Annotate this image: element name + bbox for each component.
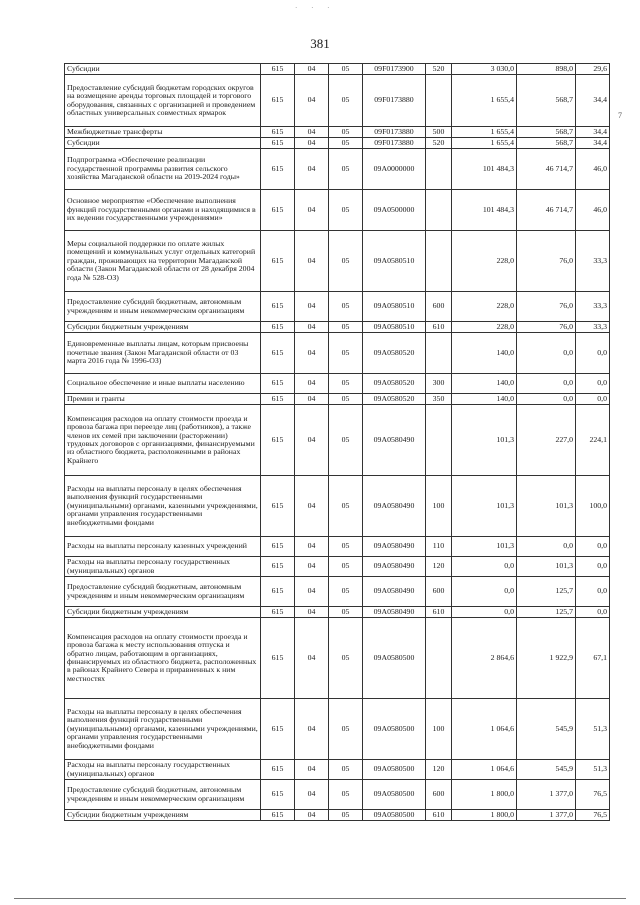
expense-type-cell: 500 — [426, 127, 452, 138]
section-code-cell: 04 — [295, 190, 329, 231]
ministry-code-cell: 615 — [261, 476, 295, 537]
article-code-cell: 09А0580520 — [363, 394, 426, 405]
row-name-cell: Компенсация расходов на оплату стоимости проезда и провоза багажа при переезде лиц (работников), а также членов их семей при заключении (расторжении) трудовых договоров с организациями, финансируемыми из областного бюджета, расположенными в районах Крайнего — [65, 405, 261, 476]
subsection-code-cell: 05 — [329, 75, 363, 127]
ministry-code-cell: 615 — [261, 699, 295, 760]
subsection-code-cell: 05 — [329, 127, 363, 138]
percent-cell: 0,0 — [576, 333, 610, 374]
percent-cell: 33,3 — [576, 322, 610, 333]
subsection-code-cell: 05 — [329, 322, 363, 333]
ministry-code-cell: 615 — [261, 780, 295, 810]
percent-cell: 76,5 — [576, 810, 610, 821]
expense-type-cell: 600 — [426, 292, 452, 322]
subsection-code-cell: 05 — [329, 374, 363, 394]
ministry-code-cell: 615 — [261, 64, 295, 75]
percent-cell: 51,3 — [576, 760, 610, 780]
percent-cell: 0,0 — [576, 607, 610, 618]
expense-type-cell: 600 — [426, 577, 452, 607]
fact-amount-cell: 1 377,0 — [517, 780, 576, 810]
fact-amount-cell: 545,9 — [517, 699, 576, 760]
row-name-cell: Расходы на выплаты персоналу государственных (муниципальных) органов — [65, 760, 261, 780]
plan-amount-cell: 0,0 — [452, 557, 517, 577]
article-code-cell: 09А0580500 — [363, 699, 426, 760]
table-row — [65, 810, 610, 821]
fact-amount-cell: 0,0 — [517, 537, 576, 557]
budget-table — [64, 63, 610, 821]
expense-type-cell: 600 — [426, 780, 452, 810]
section-code-cell: 04 — [295, 322, 329, 333]
percent-cell: 34,4 — [576, 127, 610, 138]
row-name-cell: Расходы на выплаты персоналу государственных (муниципальных) органов — [65, 557, 261, 577]
article-code-cell: 09А0580520 — [363, 333, 426, 374]
page-number: 381 — [310, 36, 330, 51]
row-name-cell: Расходы на выплаты персоналу в целях обеспечения выполнения функций государственными (муниципальными) органами, казенными учреждениями, органами управления государственными внебюджетными фондами — [65, 476, 261, 537]
table-row — [65, 374, 610, 394]
fact-amount-cell: 568,7 — [517, 127, 576, 138]
subsection-code-cell: 05 — [329, 138, 363, 149]
fact-amount-cell: 101,3 — [517, 476, 576, 537]
article-code-cell: 09А0000000 — [363, 149, 426, 190]
section-code-cell: 04 — [295, 231, 329, 292]
plan-amount-cell: 1 800,0 — [452, 780, 517, 810]
table-row — [65, 127, 610, 138]
subsection-code-cell: 05 — [329, 577, 363, 607]
percent-cell: 33,3 — [576, 292, 610, 322]
ministry-code-cell: 615 — [261, 607, 295, 618]
table-row — [65, 405, 610, 476]
row-name-cell: Субсидии бюджетным учреждениям — [65, 322, 261, 333]
fact-amount-cell: 545,9 — [517, 760, 576, 780]
expense-type-cell: 350 — [426, 394, 452, 405]
plan-amount-cell: 101,3 — [452, 476, 517, 537]
percent-cell: 34,4 — [576, 75, 610, 127]
ministry-code-cell: 615 — [261, 810, 295, 821]
table-row — [65, 64, 610, 75]
section-code-cell: 04 — [295, 780, 329, 810]
subsection-code-cell: 05 — [329, 190, 363, 231]
plan-amount-cell: 228,0 — [452, 292, 517, 322]
section-code-cell: 04 — [295, 607, 329, 618]
budget-table-container — [64, 63, 609, 821]
fact-amount-cell: 898,0 — [517, 64, 576, 75]
expense-type-cell: 610 — [426, 607, 452, 618]
ministry-code-cell: 615 — [261, 394, 295, 405]
percent-cell: 0,0 — [576, 537, 610, 557]
section-code-cell: 04 — [295, 138, 329, 149]
fact-amount-cell: 1 922,9 — [517, 618, 576, 699]
table-row — [65, 292, 610, 322]
section-code-cell: 04 — [295, 810, 329, 821]
table-row — [65, 780, 610, 810]
section-code-cell: 04 — [295, 405, 329, 476]
plan-amount-cell: 1 655,4 — [452, 75, 517, 127]
row-name-cell: Основное мероприятие «Обеспечение выполнения функций государственными органами и находящимися в их ведении государственными учреждениями» — [65, 190, 261, 231]
row-name-cell: Субсидии бюджетным учреждениям — [65, 607, 261, 618]
article-code-cell: 09А0580490 — [363, 476, 426, 537]
article-code-cell: 09F0173900 — [363, 64, 426, 75]
row-name-cell: Премии и гранты — [65, 394, 261, 405]
fact-amount-cell: 76,0 — [517, 231, 576, 292]
expense-type-cell — [426, 190, 452, 231]
fact-amount-cell: 568,7 — [517, 138, 576, 149]
percent-cell: 76,5 — [576, 780, 610, 810]
subsection-code-cell: 05 — [329, 618, 363, 699]
fact-amount-cell: 125,7 — [517, 607, 576, 618]
row-name-cell: Расходы на выплаты персоналу в целях обеспечения выполнения функций государственными (муниципальными) органами, казенными учреждениями, органами управления государственными внебюджетными фондами — [65, 699, 261, 760]
expense-type-cell — [426, 333, 452, 374]
table-row — [65, 618, 610, 699]
row-name-cell: Предоставление субсидий бюджетным, автономным учреждениям и иным некоммерческим организациям — [65, 577, 261, 607]
article-code-cell: 09А0580500 — [363, 810, 426, 821]
ministry-code-cell: 615 — [261, 322, 295, 333]
table-row — [65, 699, 610, 760]
subsection-code-cell: 05 — [329, 333, 363, 374]
ministry-code-cell: 615 — [261, 190, 295, 231]
plan-amount-cell: 101,3 — [452, 537, 517, 557]
percent-cell: 224,1 — [576, 405, 610, 476]
plan-amount-cell: 228,0 — [452, 231, 517, 292]
plan-amount-cell: 1 064,6 — [452, 699, 517, 760]
table-row — [65, 75, 610, 127]
plan-amount-cell: 101,3 — [452, 405, 517, 476]
section-code-cell: 04 — [295, 618, 329, 699]
row-name-cell: Предоставление субсидий бюджетным, автономным учреждениям и иным некоммерческим организациям — [65, 292, 261, 322]
fact-amount-cell: 227,0 — [517, 405, 576, 476]
article-code-cell: 09А0580490 — [363, 607, 426, 618]
table-row — [65, 149, 610, 190]
section-code-cell: 04 — [295, 476, 329, 537]
expense-type-cell: 100 — [426, 699, 452, 760]
ministry-code-cell: 615 — [261, 537, 295, 557]
percent-cell: 0,0 — [576, 394, 610, 405]
expense-type-cell: 520 — [426, 138, 452, 149]
expense-type-cell — [426, 618, 452, 699]
ministry-code-cell: 615 — [261, 760, 295, 780]
expense-type-cell: 100 — [426, 476, 452, 537]
row-name-cell: Компенсация расходов на оплату стоимости проезда и провоза багажа к месту использования отпуска и обратно лицам, работающим в организациях, финансируемых из областного бюджета, расположенных в районах Крайнего Севера и приравненных к ним местностях — [65, 618, 261, 699]
row-name-cell: Межбюджетные трансферты — [65, 127, 261, 138]
subsection-code-cell: 05 — [329, 64, 363, 75]
fact-amount-cell: 0,0 — [517, 394, 576, 405]
subsection-code-cell: 05 — [329, 476, 363, 537]
article-code-cell: 09А0580490 — [363, 537, 426, 557]
plan-amount-cell: 140,0 — [452, 394, 517, 405]
row-name-cell: Субсидии — [65, 64, 261, 75]
section-code-cell: 04 — [295, 537, 329, 557]
fact-amount-cell: 125,7 — [517, 577, 576, 607]
expense-type-cell: 300 — [426, 374, 452, 394]
article-code-cell: 09F0173880 — [363, 75, 426, 127]
article-code-cell: 09А0580510 — [363, 292, 426, 322]
article-code-cell: 09А0500000 — [363, 190, 426, 231]
table-row — [65, 476, 610, 537]
subsection-code-cell: 05 — [329, 292, 363, 322]
table-row — [65, 607, 610, 618]
plan-amount-cell: 101 484,3 — [452, 149, 517, 190]
row-name-cell: Социальное обеспечение и иные выплаты населению — [65, 374, 261, 394]
expense-type-cell: 520 — [426, 64, 452, 75]
percent-cell: 0,0 — [576, 374, 610, 394]
article-code-cell: 09А0580490 — [363, 577, 426, 607]
subsection-code-cell: 05 — [329, 607, 363, 618]
ministry-code-cell: 615 — [261, 577, 295, 607]
ministry-code-cell: 615 — [261, 149, 295, 190]
plan-amount-cell: 0,0 — [452, 577, 517, 607]
fact-amount-cell: 568,7 — [517, 75, 576, 127]
article-code-cell: 09А0580500 — [363, 618, 426, 699]
ministry-code-cell: 615 — [261, 127, 295, 138]
table-row — [65, 557, 610, 577]
subsection-code-cell: 05 — [329, 537, 363, 557]
fact-amount-cell: 76,0 — [517, 292, 576, 322]
fact-amount-cell: 1 377,0 — [517, 810, 576, 821]
subsection-code-cell: 05 — [329, 149, 363, 190]
table-body — [65, 64, 610, 821]
table-row — [65, 537, 610, 557]
article-code-cell: 09А0580520 — [363, 374, 426, 394]
section-code-cell: 04 — [295, 149, 329, 190]
expense-type-cell: 120 — [426, 760, 452, 780]
percent-cell: 0,0 — [576, 577, 610, 607]
row-name-cell: Предоставление субсидий бюджетам городских округов на возмещение аренды торговых площадей и торгового оборудования, связанных с организацией и проведением областных универсальных совместных ярмарок — [65, 75, 261, 127]
percent-cell: 51,3 — [576, 699, 610, 760]
subsection-code-cell: 05 — [329, 557, 363, 577]
plan-amount-cell: 0,0 — [452, 607, 517, 618]
row-name-cell: Подпрограмма «Обеспечение реализации государственной программы развития сельского хозяйства Магаданской области на 2019-2024 годы» — [65, 149, 261, 190]
expense-type-cell: 110 — [426, 537, 452, 557]
section-code-cell: 04 — [295, 394, 329, 405]
table-row — [65, 231, 610, 292]
row-name-cell: Предоставление субсидий бюджетным, автономным учреждениям и иным некоммерческим организациям — [65, 780, 261, 810]
percent-cell: 33,3 — [576, 231, 610, 292]
ministry-code-cell: 615 — [261, 75, 295, 127]
fact-amount-cell: 76,0 — [517, 322, 576, 333]
row-name-cell: Субсидии — [65, 138, 261, 149]
plan-amount-cell: 3 030,0 — [452, 64, 517, 75]
table-row — [65, 322, 610, 333]
row-name-cell: Меры социальной поддержки по оплате жилых помещений и коммунальных услуг отдельных категорий граждан, проживающих на территории Магаданской области (Закон Магаданской области от 28 декабря 2004 года № 528-ОЗ) — [65, 231, 261, 292]
subsection-code-cell: 05 — [329, 699, 363, 760]
ministry-code-cell: 615 — [261, 405, 295, 476]
fact-amount-cell: 46 714,7 — [517, 190, 576, 231]
subsection-code-cell: 05 — [329, 780, 363, 810]
article-code-cell: 09F0173880 — [363, 138, 426, 149]
section-code-cell: 04 — [295, 374, 329, 394]
table-row — [65, 577, 610, 607]
subsection-code-cell: 05 — [329, 810, 363, 821]
edge-mark: 7 — [618, 111, 622, 120]
plan-amount-cell: 1 800,0 — [452, 810, 517, 821]
table-row — [65, 760, 610, 780]
article-code-cell: 09А0580490 — [363, 405, 426, 476]
footer-rule — [14, 898, 626, 899]
section-code-cell: 04 — [295, 760, 329, 780]
article-code-cell: 09А0580510 — [363, 322, 426, 333]
percent-cell: 67,1 — [576, 618, 610, 699]
plan-amount-cell: 228,0 — [452, 322, 517, 333]
ministry-code-cell: 615 — [261, 374, 295, 394]
expense-type-cell — [426, 75, 452, 127]
plan-amount-cell: 2 864,6 — [452, 618, 517, 699]
section-code-cell: 04 — [295, 127, 329, 138]
plan-amount-cell: 1 064,6 — [452, 760, 517, 780]
section-code-cell: 04 — [295, 557, 329, 577]
row-name-cell: Субсидии бюджетным учреждениям — [65, 810, 261, 821]
section-code-cell: 04 — [295, 333, 329, 374]
ministry-code-cell: 615 — [261, 292, 295, 322]
table-row — [65, 190, 610, 231]
scan-marks: · · · — [295, 4, 336, 12]
section-code-cell: 04 — [295, 699, 329, 760]
expense-type-cell — [426, 405, 452, 476]
subsection-code-cell: 05 — [329, 394, 363, 405]
article-code-cell: 09А0580490 — [363, 557, 426, 577]
plan-amount-cell: 1 655,4 — [452, 138, 517, 149]
subsection-code-cell: 05 — [329, 760, 363, 780]
ministry-code-cell: 615 — [261, 557, 295, 577]
fact-amount-cell: 101,3 — [517, 557, 576, 577]
article-code-cell: 09А0580510 — [363, 231, 426, 292]
percent-cell: 100,0 — [576, 476, 610, 537]
subsection-code-cell: 05 — [329, 231, 363, 292]
expense-type-cell — [426, 149, 452, 190]
percent-cell: 29,6 — [576, 64, 610, 75]
ministry-code-cell: 615 — [261, 138, 295, 149]
expense-type-cell: 610 — [426, 810, 452, 821]
table-row — [65, 394, 610, 405]
ministry-code-cell: 615 — [261, 333, 295, 374]
article-code-cell: 09А0580500 — [363, 780, 426, 810]
row-name-cell: Единовременные выплаты лицам, которым присвоены почетные звания (Закон Магаданской области от 03 марта 2016 года № 1996-ОЗ) — [65, 333, 261, 374]
percent-cell: 46,0 — [576, 149, 610, 190]
plan-amount-cell: 140,0 — [452, 333, 517, 374]
percent-cell: 0,0 — [576, 557, 610, 577]
plan-amount-cell: 140,0 — [452, 374, 517, 394]
plan-amount-cell: 1 655,4 — [452, 127, 517, 138]
expense-type-cell: 610 — [426, 322, 452, 333]
fact-amount-cell: 0,0 — [517, 333, 576, 374]
section-code-cell: 04 — [295, 75, 329, 127]
table-row — [65, 333, 610, 374]
ministry-code-cell: 615 — [261, 231, 295, 292]
section-code-cell: 04 — [295, 64, 329, 75]
article-code-cell: 09F0173880 — [363, 127, 426, 138]
percent-cell: 46,0 — [576, 190, 610, 231]
section-code-cell: 04 — [295, 577, 329, 607]
section-code-cell: 04 — [295, 292, 329, 322]
row-name-cell: Расходы на выплаты персоналу казенных учреждений — [65, 537, 261, 557]
plan-amount-cell: 101 484,3 — [452, 190, 517, 231]
fact-amount-cell: 46 714,7 — [517, 149, 576, 190]
article-code-cell: 09А0580500 — [363, 760, 426, 780]
fact-amount-cell: 0,0 — [517, 374, 576, 394]
subsection-code-cell: 05 — [329, 405, 363, 476]
ministry-code-cell: 615 — [261, 618, 295, 699]
expense-type-cell: 120 — [426, 557, 452, 577]
expense-type-cell — [426, 231, 452, 292]
percent-cell: 34,4 — [576, 138, 610, 149]
table-row — [65, 138, 610, 149]
